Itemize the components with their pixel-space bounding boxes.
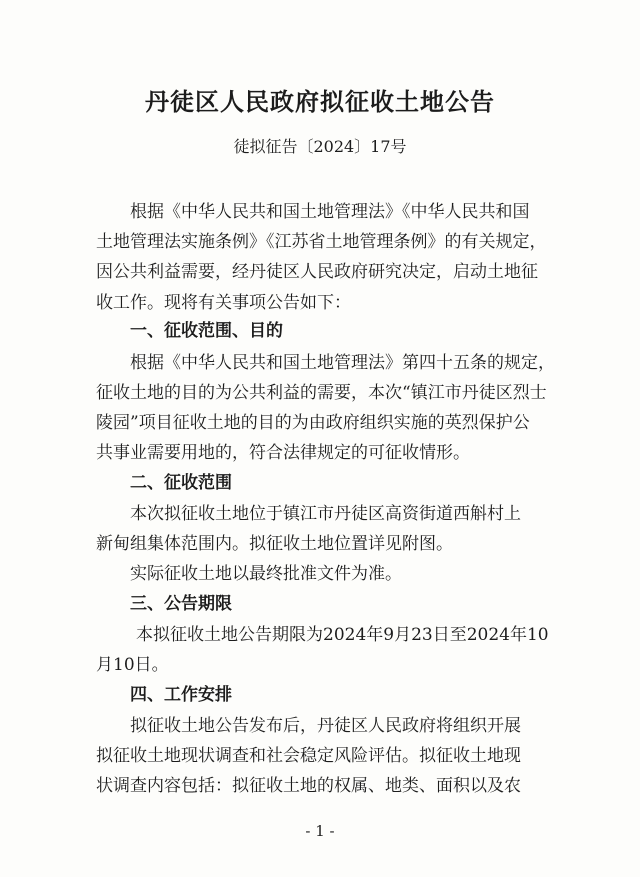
section-heading-3: 三、公告期限 bbox=[130, 594, 232, 614]
paragraph-line: 根据《中华人民共和国土地管理法》第四十五条的规定， bbox=[130, 353, 555, 373]
document-title: 丹徒区人民政府拟征收土地公告 bbox=[145, 88, 495, 116]
paragraph-line: 拟征收土地现状调查和社会稳定风险评估。拟征收土地现 bbox=[96, 746, 521, 766]
paragraph-line: 实际征收土地以最终批准文件为准。 bbox=[130, 564, 402, 584]
paragraph-line: 征收土地的目的为公共利益的需要，本次“镇江市丹徒区烈士 bbox=[96, 383, 547, 403]
paragraph-line: 新甸组集体范围内。拟征收土地位置详见附图。 bbox=[96, 534, 453, 554]
paragraph-line: 月10日。 bbox=[96, 655, 169, 675]
paragraph-line: 状调查内容包括：拟征收土地的权属、地类、面积以及农 bbox=[96, 776, 521, 796]
paragraph-line: 根据《中华人民共和国土地管理法》《中华人民共和国 bbox=[130, 202, 530, 222]
paragraph-line: 土地管理法实施条例》《江苏省土地管理条例》的有关规定， bbox=[96, 232, 547, 252]
paragraph-line: 本拟征收土地公告期限为2024年9月23日至2024年10 bbox=[136, 625, 549, 645]
paragraph-line: 本次拟征收土地位于镇江市丹徒区高资街道西斛村上 bbox=[130, 504, 521, 524]
paragraph-line: 共事业需要用地的，符合法律规定的可征收情形。 bbox=[96, 443, 470, 463]
section-heading-1: 一、征收范围、目的 bbox=[130, 321, 283, 341]
paragraph-line: 拟征收土地公告发布后，丹徒区人民政府将组织开展 bbox=[130, 716, 521, 736]
document-number: 徒拟征告〔2024〕17号 bbox=[233, 137, 407, 156]
section-heading-4: 四、工作安排 bbox=[130, 685, 232, 705]
paragraph-line: 因公共利益需要，经丹徒区人民政府研究决定，启动土地征 bbox=[96, 262, 538, 282]
page-number: - 1 - bbox=[305, 822, 335, 840]
paragraph-line: 陵园”项目征收土地的目的为由政府组织实施的英烈保护公 bbox=[96, 413, 530, 433]
paragraph-line: 收工作。现将有关事项公告如下： bbox=[96, 293, 351, 313]
section-heading-2: 二、征收范围 bbox=[130, 473, 232, 493]
